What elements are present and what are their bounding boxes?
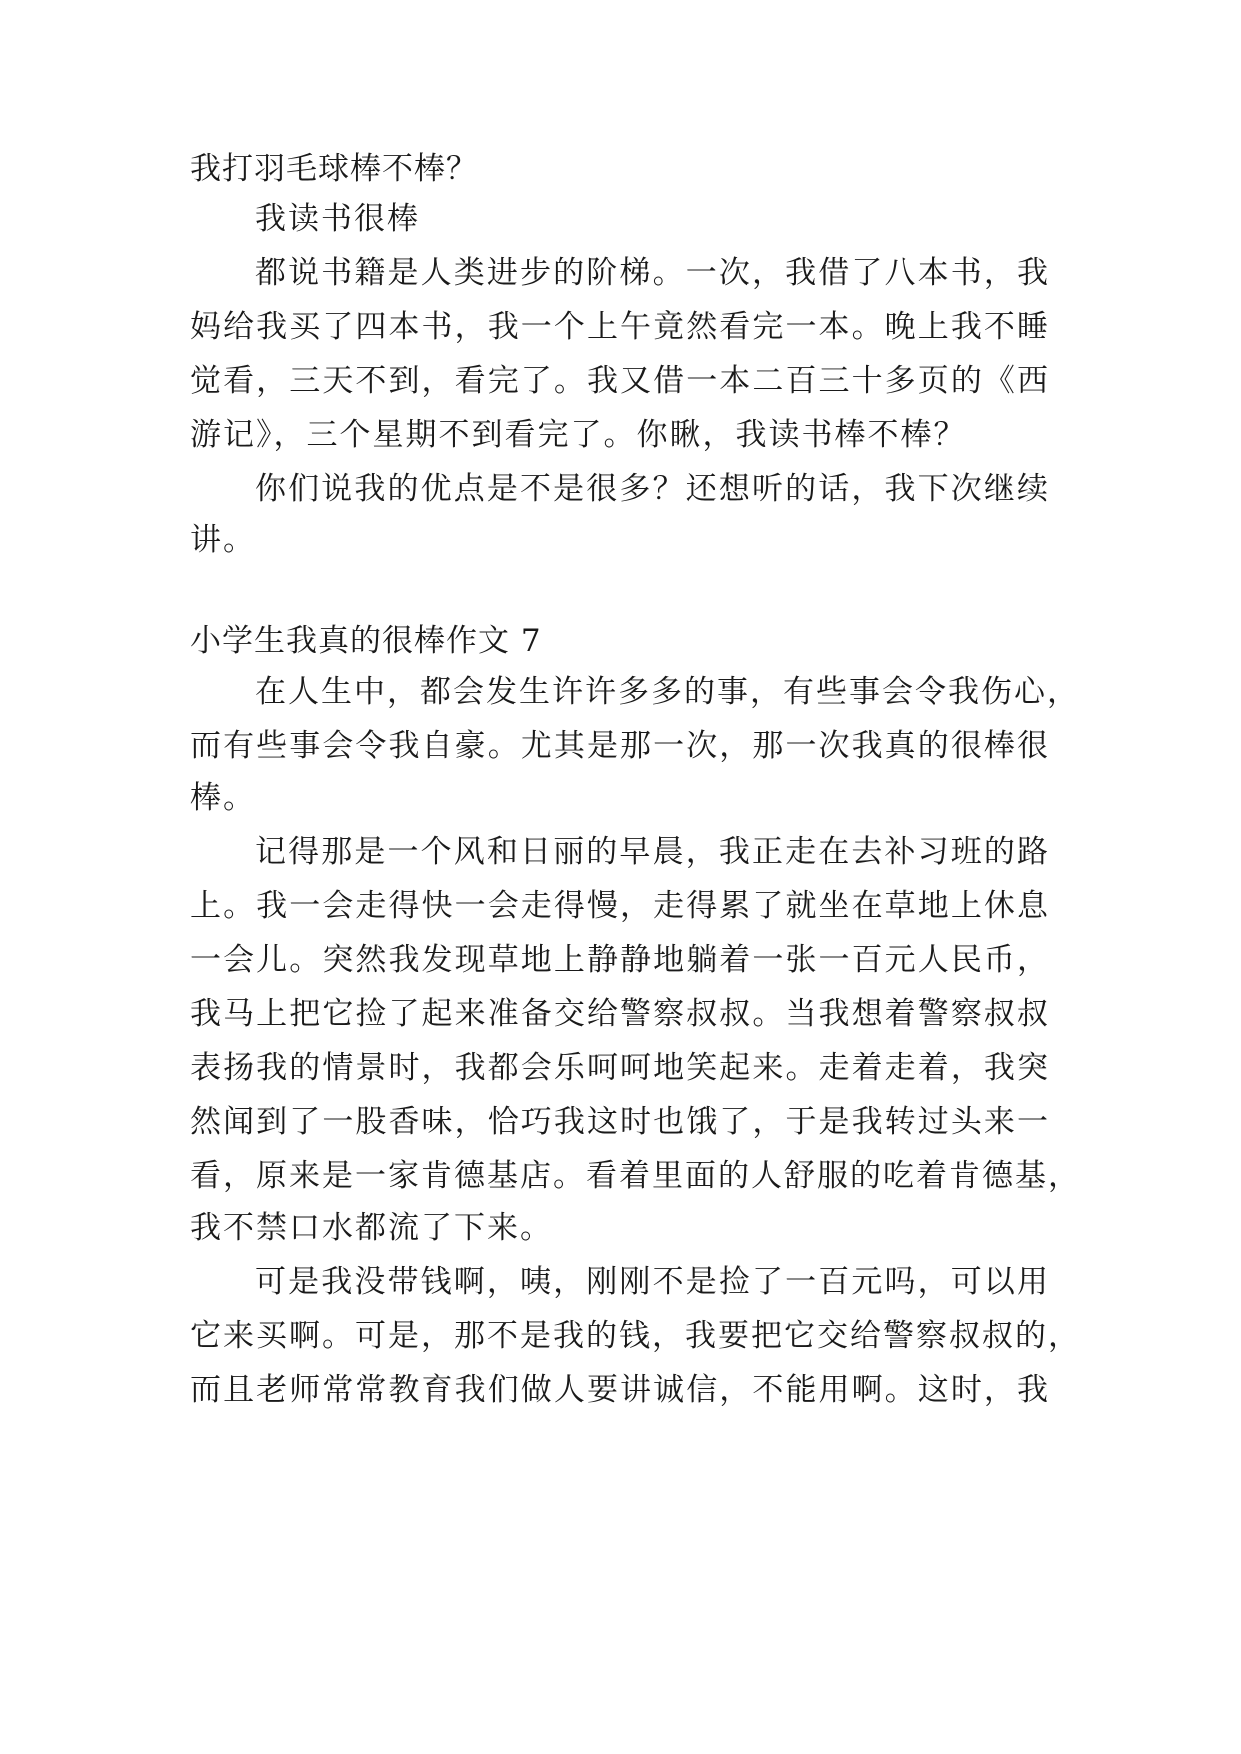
paragraph-line: 看，原来是一家肯德基店。看着里面的人舒服的吃着肯德基， [190, 1158, 1081, 1194]
closing-line: 我打羽毛球棒不棒？ [190, 151, 478, 187]
paragraph-line: 我不禁口水都流了下来。 [190, 1210, 553, 1246]
paragraph-line: 游记》，三个星期不到看完了。你瞅，我读书棒不棒？ [190, 417, 967, 453]
paragraph-line: 都说书籍是人类进步的阶梯。一次，我借了八本书，我 [255, 255, 1050, 291]
paragraph-line: 可是我没带钱啊，咦，刚刚不是捡了一百元吗，可以用 [255, 1264, 1050, 1300]
paragraph-line: 讲。 [190, 522, 256, 558]
paragraph-line: 妈给我买了四本书，我一个上午竟然看完一本。晚上我不睡 [190, 309, 1050, 345]
paragraph-line: 觉看，三天不到，看完了。我又借一本二百三十多页的《西 [190, 363, 1050, 399]
paragraph-line: 表扬我的情景时，我都会乐呵呵地笑起来。走着走着，我突 [190, 1050, 1050, 1086]
paragraph-line: 它来买啊。可是，那不是我的钱，我要把它交给警察叔叔的， [190, 1318, 1081, 1354]
paragraph-line: 在人生中，都会发生许许多多的事，有些事会令我伤心， [255, 674, 1080, 710]
paragraph-line: 上。我一会走得快一会走得慢，走得累了就坐在草地上休息 [190, 888, 1050, 924]
paragraph-line: 我马上把它捡了起来准备交给警察叔叔。当我想着警察叔叔 [190, 996, 1050, 1032]
paragraph-line: 而有些事会令我自豪。尤其是那一次，那一次我真的很棒很 [190, 728, 1050, 764]
paragraph-line: 记得那是一个风和日丽的早晨，我正走在去补习班的路 [255, 834, 1050, 870]
paragraph-line: 而且老师常常教育我们做人要讲诚信，不能用啊。这时，我 [190, 1372, 1050, 1408]
subheading: 我读书很棒 [255, 201, 420, 237]
paragraph-line: 然闻到了一股香味，恰巧我这时也饿了，于是我转过头来一 [190, 1104, 1050, 1140]
paragraph-line: 你们说我的优点是不是很多？还想听的话，我下次继续 [255, 471, 1050, 507]
paragraph-line: 棒。 [190, 780, 256, 816]
paragraph-line: 一会儿。突然我发现草地上静静地躺着一张一百元人民币， [190, 942, 1050, 978]
section-title: 小学生我真的很棒作文 7 [190, 623, 542, 659]
